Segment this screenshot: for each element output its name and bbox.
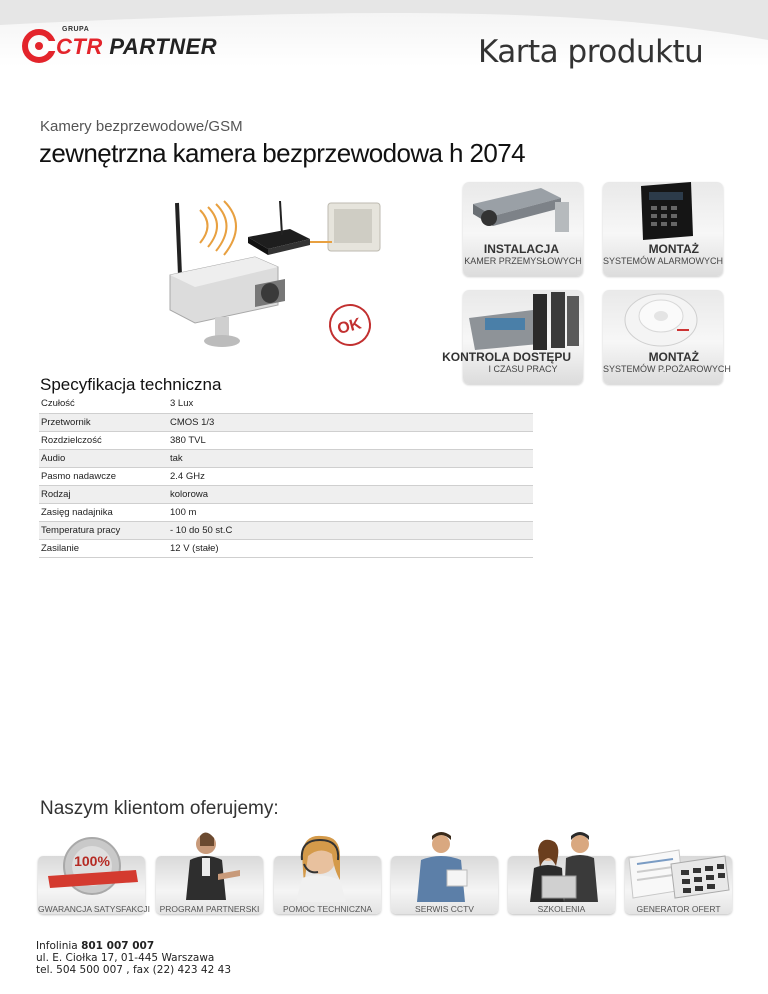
offer-label: POMOC TECHNICZNA (282, 904, 373, 914)
service-tile-fire[interactable] (603, 290, 731, 384)
spec-name: Temperatura pracy (39, 521, 168, 539)
offer-label: SERWIS CCTV (415, 904, 474, 914)
cctv-camera-icon (463, 182, 583, 242)
spec-value: CMOS 1/3 (168, 413, 533, 431)
spec-table (39, 395, 533, 558)
seal-badge-text: 100% (74, 853, 110, 869)
offer-card-satisfaction[interactable] (38, 830, 150, 914)
table-row (39, 467, 533, 485)
table-row (39, 539, 533, 557)
logo-brand-name: CTR PARTNER (56, 34, 218, 59)
service-tile-installation[interactable] (463, 182, 583, 276)
table-row (39, 521, 533, 539)
offer-label: SZKOLENIA (537, 904, 586, 914)
spec-name: Zasięg nadajnika (39, 503, 168, 521)
service-title: KONTROLA DOSTĘPU (442, 350, 571, 364)
service-tile-alarm[interactable] (603, 182, 723, 276)
table-row (39, 395, 533, 413)
spec-name: Czułość (39, 395, 168, 413)
product-image (160, 195, 388, 358)
spec-value: - 10 do 50 st.C (168, 521, 533, 539)
hotline-prefix: Infolinia (36, 940, 82, 952)
service-technician-icon (391, 830, 498, 902)
spec-value: kolorowa (168, 485, 533, 503)
service-title: MONTAŻ (648, 350, 699, 364)
table-row (39, 431, 533, 449)
spec-name: Rodzaj (39, 485, 168, 503)
table-row (39, 449, 533, 467)
offer-label: GENERATOR OFERT (636, 904, 721, 914)
svg-text:OK: OK (335, 315, 364, 339)
spec-section-title: Specyfikacja techniczna (40, 375, 222, 394)
spec-value: tak (168, 449, 533, 467)
service-title: MONTAŻ (648, 242, 699, 256)
offer-card-training[interactable] (508, 830, 615, 914)
offer-card-cctv-service[interactable] (391, 830, 498, 914)
alarm-keypad-icon (603, 182, 723, 242)
smoke-detector-icon (603, 290, 723, 350)
spec-name: Audio (39, 449, 168, 467)
offer-card-support[interactable] (274, 830, 381, 914)
support-headset-icon (274, 830, 381, 902)
spec-name: Zasilanie (39, 539, 168, 557)
offer-label: PROGRAM PARTNERSKI (159, 904, 260, 914)
satisfaction-seal-icon (38, 830, 145, 902)
service-subtitle: I CZASU PRACY (488, 364, 558, 374)
service-tile-access-control[interactable] (442, 290, 583, 384)
training-people-icon (508, 830, 615, 902)
offers-section-title: Naszym klientom oferujemy: (40, 798, 279, 819)
offer-card-partner[interactable] (156, 830, 263, 914)
spec-name: Rozdzielczość (39, 431, 168, 449)
offer-label: GWARANCJA SATYSFAKCJI (38, 904, 150, 914)
access-control-icon (463, 290, 583, 350)
phone-fax-line: tel. 504 500 007 , fax (22) 423 42 43 (36, 964, 231, 976)
service-subtitle: SYSTEMÓW P.POŻAROWYCH (603, 364, 731, 374)
product-title: zewnętrzna kamera bezprzewodowa h 2074 (39, 138, 525, 168)
service-subtitle: SYSTEMÓW ALARMOWYCH (603, 256, 724, 266)
address-line: ul. E. Ciołka 17, 01-445 Warszawa (36, 952, 215, 964)
service-subtitle: KAMER PRZEMYSŁOWYCH (464, 256, 582, 266)
spec-value: 2.4 GHz (168, 467, 533, 485)
offer-card-offer-generator[interactable] (625, 830, 732, 914)
logo-c-mark-icon (22, 29, 56, 63)
document-title: Karta produktu (478, 34, 704, 70)
spec-value: 380 TVL (168, 431, 533, 449)
table-row (39, 413, 533, 431)
contact-footer (36, 940, 231, 976)
spec-value: 12 V (stałe) (168, 539, 533, 557)
partner-handshake-icon (156, 830, 263, 902)
product-category: Kamery bezprzewodowe/GSM (40, 118, 243, 135)
spec-value: 100 m (168, 503, 533, 521)
spec-name: Przetwornik (39, 413, 168, 431)
hotline-number[interactable]: 801 007 007 (81, 940, 155, 952)
calculator-icon (625, 830, 732, 902)
table-row (39, 503, 533, 521)
logo-group-label: GRUPA (62, 26, 90, 33)
spec-value: 3 Lux (168, 395, 533, 413)
table-row (39, 485, 533, 503)
hotline-line (36, 940, 231, 952)
ctr-partner-logo[interactable] (22, 26, 252, 66)
service-title: INSTALACJA (483, 242, 559, 256)
logo-brand-accent: CTR (56, 34, 103, 59)
spec-name: Pasmo nadawcze (39, 467, 168, 485)
